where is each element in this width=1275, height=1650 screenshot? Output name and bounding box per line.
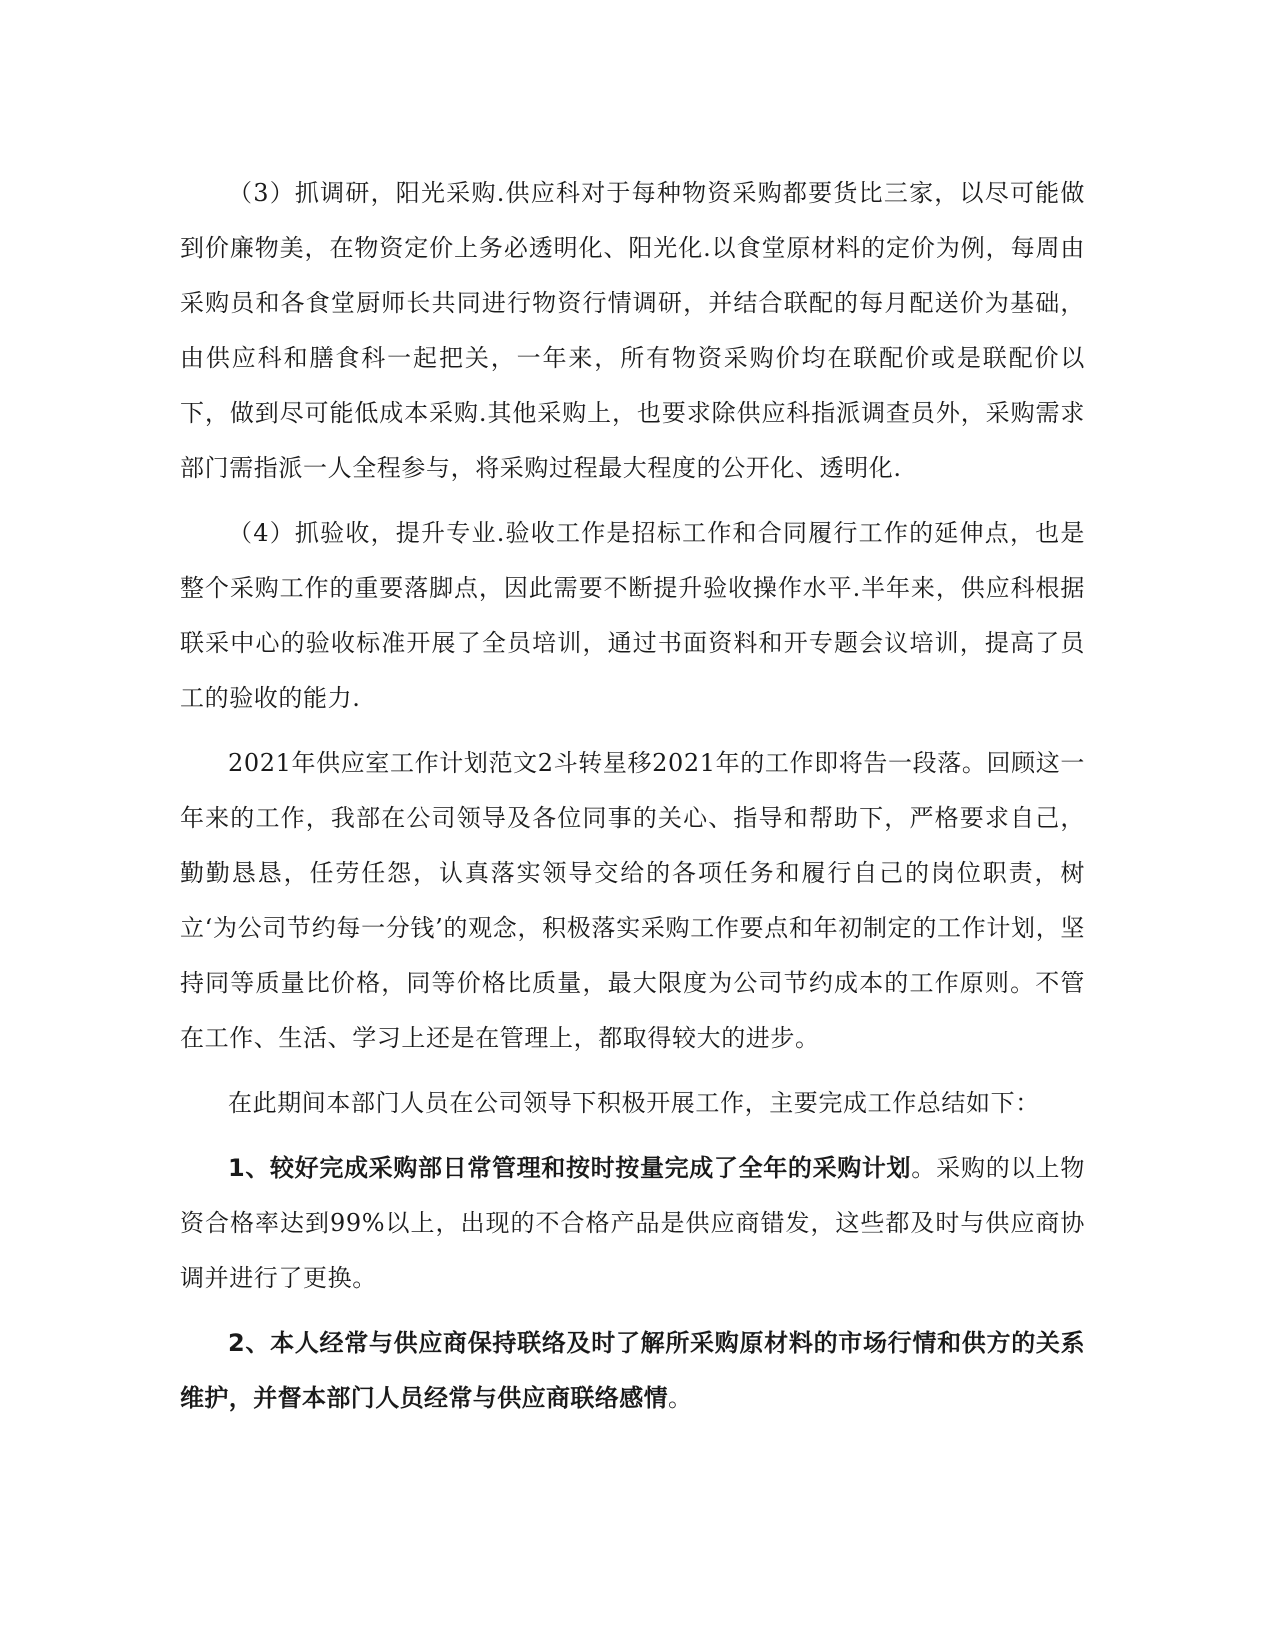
item-2-heading: 2、本人经常与供应商保持联络及时了解所采购原材料的市场行情和供方的关系维护，并督本部门人员经常与供应商联络感情 bbox=[180, 1329, 1085, 1412]
paragraph-item-2 bbox=[180, 1316, 1085, 1426]
paragraph-acceptance: （4）抓验收，提升专业.验收工作是招标工作和合同履行工作的延伸点，也是整个采购工作的重要落脚点，因此需要不断提升验收操作水平.半年来，供应科根据联采中心的验收标准开展了全员培训，通过书面资料和开专题会议培训，提高了员工的验收的能力. bbox=[180, 519, 1085, 712]
paragraph-purchase-research: （3）抓调研，阳光采购.供应科对于每种物资采购都要货比三家，以尽可能做到价廉物美，在物资定价上务必透明化、阳光化.以食堂原材料的定价为例，每周由采购员和各食堂厨师长共同进行物资行情调研，并结合联配的每月配送价为基础，由供应科和膳食科一起把关，一年来，所有物资采购价均在联配价或是联配价以下，做到尽可能低成本采购.其他采购上，也要求除供应科指派调查员外，采购需求部门需指派一人全程参与，将采购过程最大程度的公开化、透明化. bbox=[180, 179, 1085, 482]
paragraph-work-plan-intro: 2021年供应室工作计划范文2斗转星移2021年的工作即将告一段落。回顾这一年来的工作，我部在公司领导及各位同事的关心、指导和帮助下，严格要求自己，勤勤恳恳，任劳任怨，认真落实领导交给的各项任务和履行自己的岗位职责，树立‘为公司节约每一分钱’的观念，积极落实采购工作要点和年初制定的工作计划，坚持同等质量比价格，同等价格比质量，最大限度为公司节约成本的工作原则。不管在工作、生活、学习上还是在管理上，都取得较大的进步。 bbox=[180, 749, 1085, 1052]
paragraph-item-1 bbox=[180, 1141, 1085, 1306]
item-1-body: 。采购的以上物资合格率达到99%以上，出现的不合格产品是供应商错发，这些都及时与供应商协调并进行了更换。 bbox=[180, 1154, 1085, 1292]
document-body bbox=[180, 166, 1085, 1426]
item-1-heading: 1、较好完成采购部日常管理和按时按量完成了全年的采购计划 bbox=[228, 1154, 912, 1182]
paragraph-summary-lead: 在此期间本部门人员在公司领导下积极开展工作，主要完成工作总结如下： bbox=[228, 1089, 1040, 1117]
item-2-body: 。 bbox=[668, 1384, 693, 1412]
